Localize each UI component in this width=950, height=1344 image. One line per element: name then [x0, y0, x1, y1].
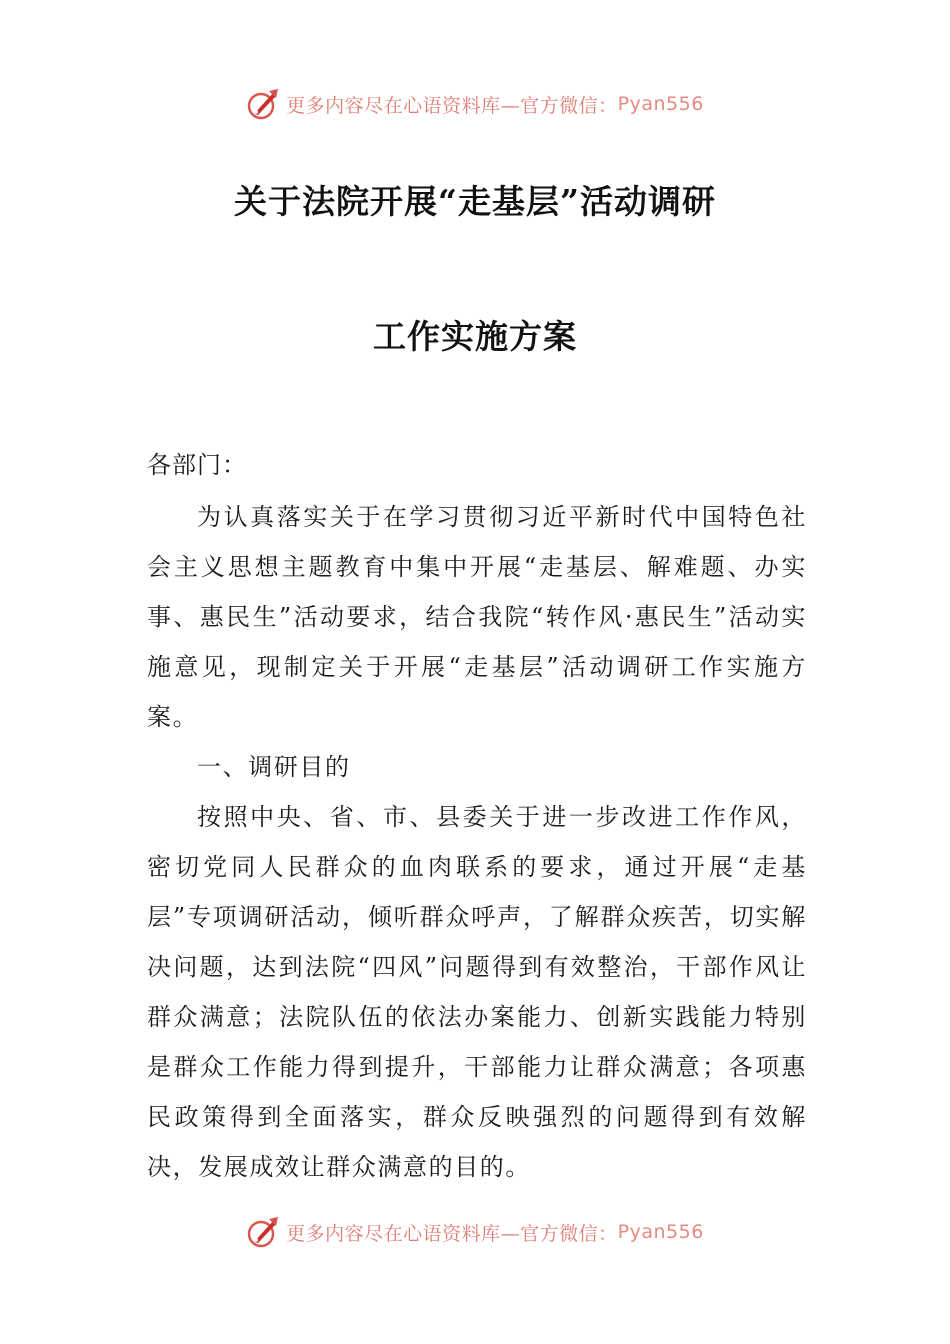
quill-logo-icon: [246, 87, 280, 121]
watermark-wechat-id: Pyan556: [617, 1221, 704, 1243]
quill-logo-icon: [246, 1215, 280, 1249]
section-heading-purpose: 一、调研目的: [197, 753, 351, 781]
salutation: 各部门：: [147, 451, 247, 479]
document-body: [147, 440, 807, 1192]
watermark-footer: [0, 1212, 950, 1252]
watermark-wechat-id: Pyan556: [617, 93, 704, 115]
paragraph-intro: 为认真落实关于在学习贯彻习近平新时代中国特色社会主义思想主题教育中集中开展“走基层、解难题、办实事、惠民生”活动要求，结合我院“转作风·惠民生”活动实施意见，现制定关于开展“走基层”活动调研工作实施方案。: [147, 503, 807, 731]
document-title-line1: 关于法院开展“走基层”活动调研: [234, 182, 716, 221]
paragraph-purpose: 按照中央、省、市、县委关于进一步改进工作作风，密切党同人民群众的血肉联系的要求，通过开展“走基层”专项调研活动，倾听群众呼声，了解群众疾苦，切实解决问题，达到法院“四风”问题得到有效整治，干部作风让群众满意；法院队伍的依法办案能力、创新实践能力特别是群众工作能力得到提升，干部能力让群众满意；各项惠民政策得到全面落实，群众反映强烈的问题得到有效解决，发展成效让群众满意的目的。: [147, 803, 807, 1181]
document-title-line2: 工作实施方案: [373, 317, 577, 356]
watermark-text: 更多内容尽在心语资料库—官方微信：: [286, 1222, 618, 1245]
watermark-header: [0, 84, 950, 124]
watermark-text: 更多内容尽在心语资料库—官方微信：: [286, 94, 618, 117]
